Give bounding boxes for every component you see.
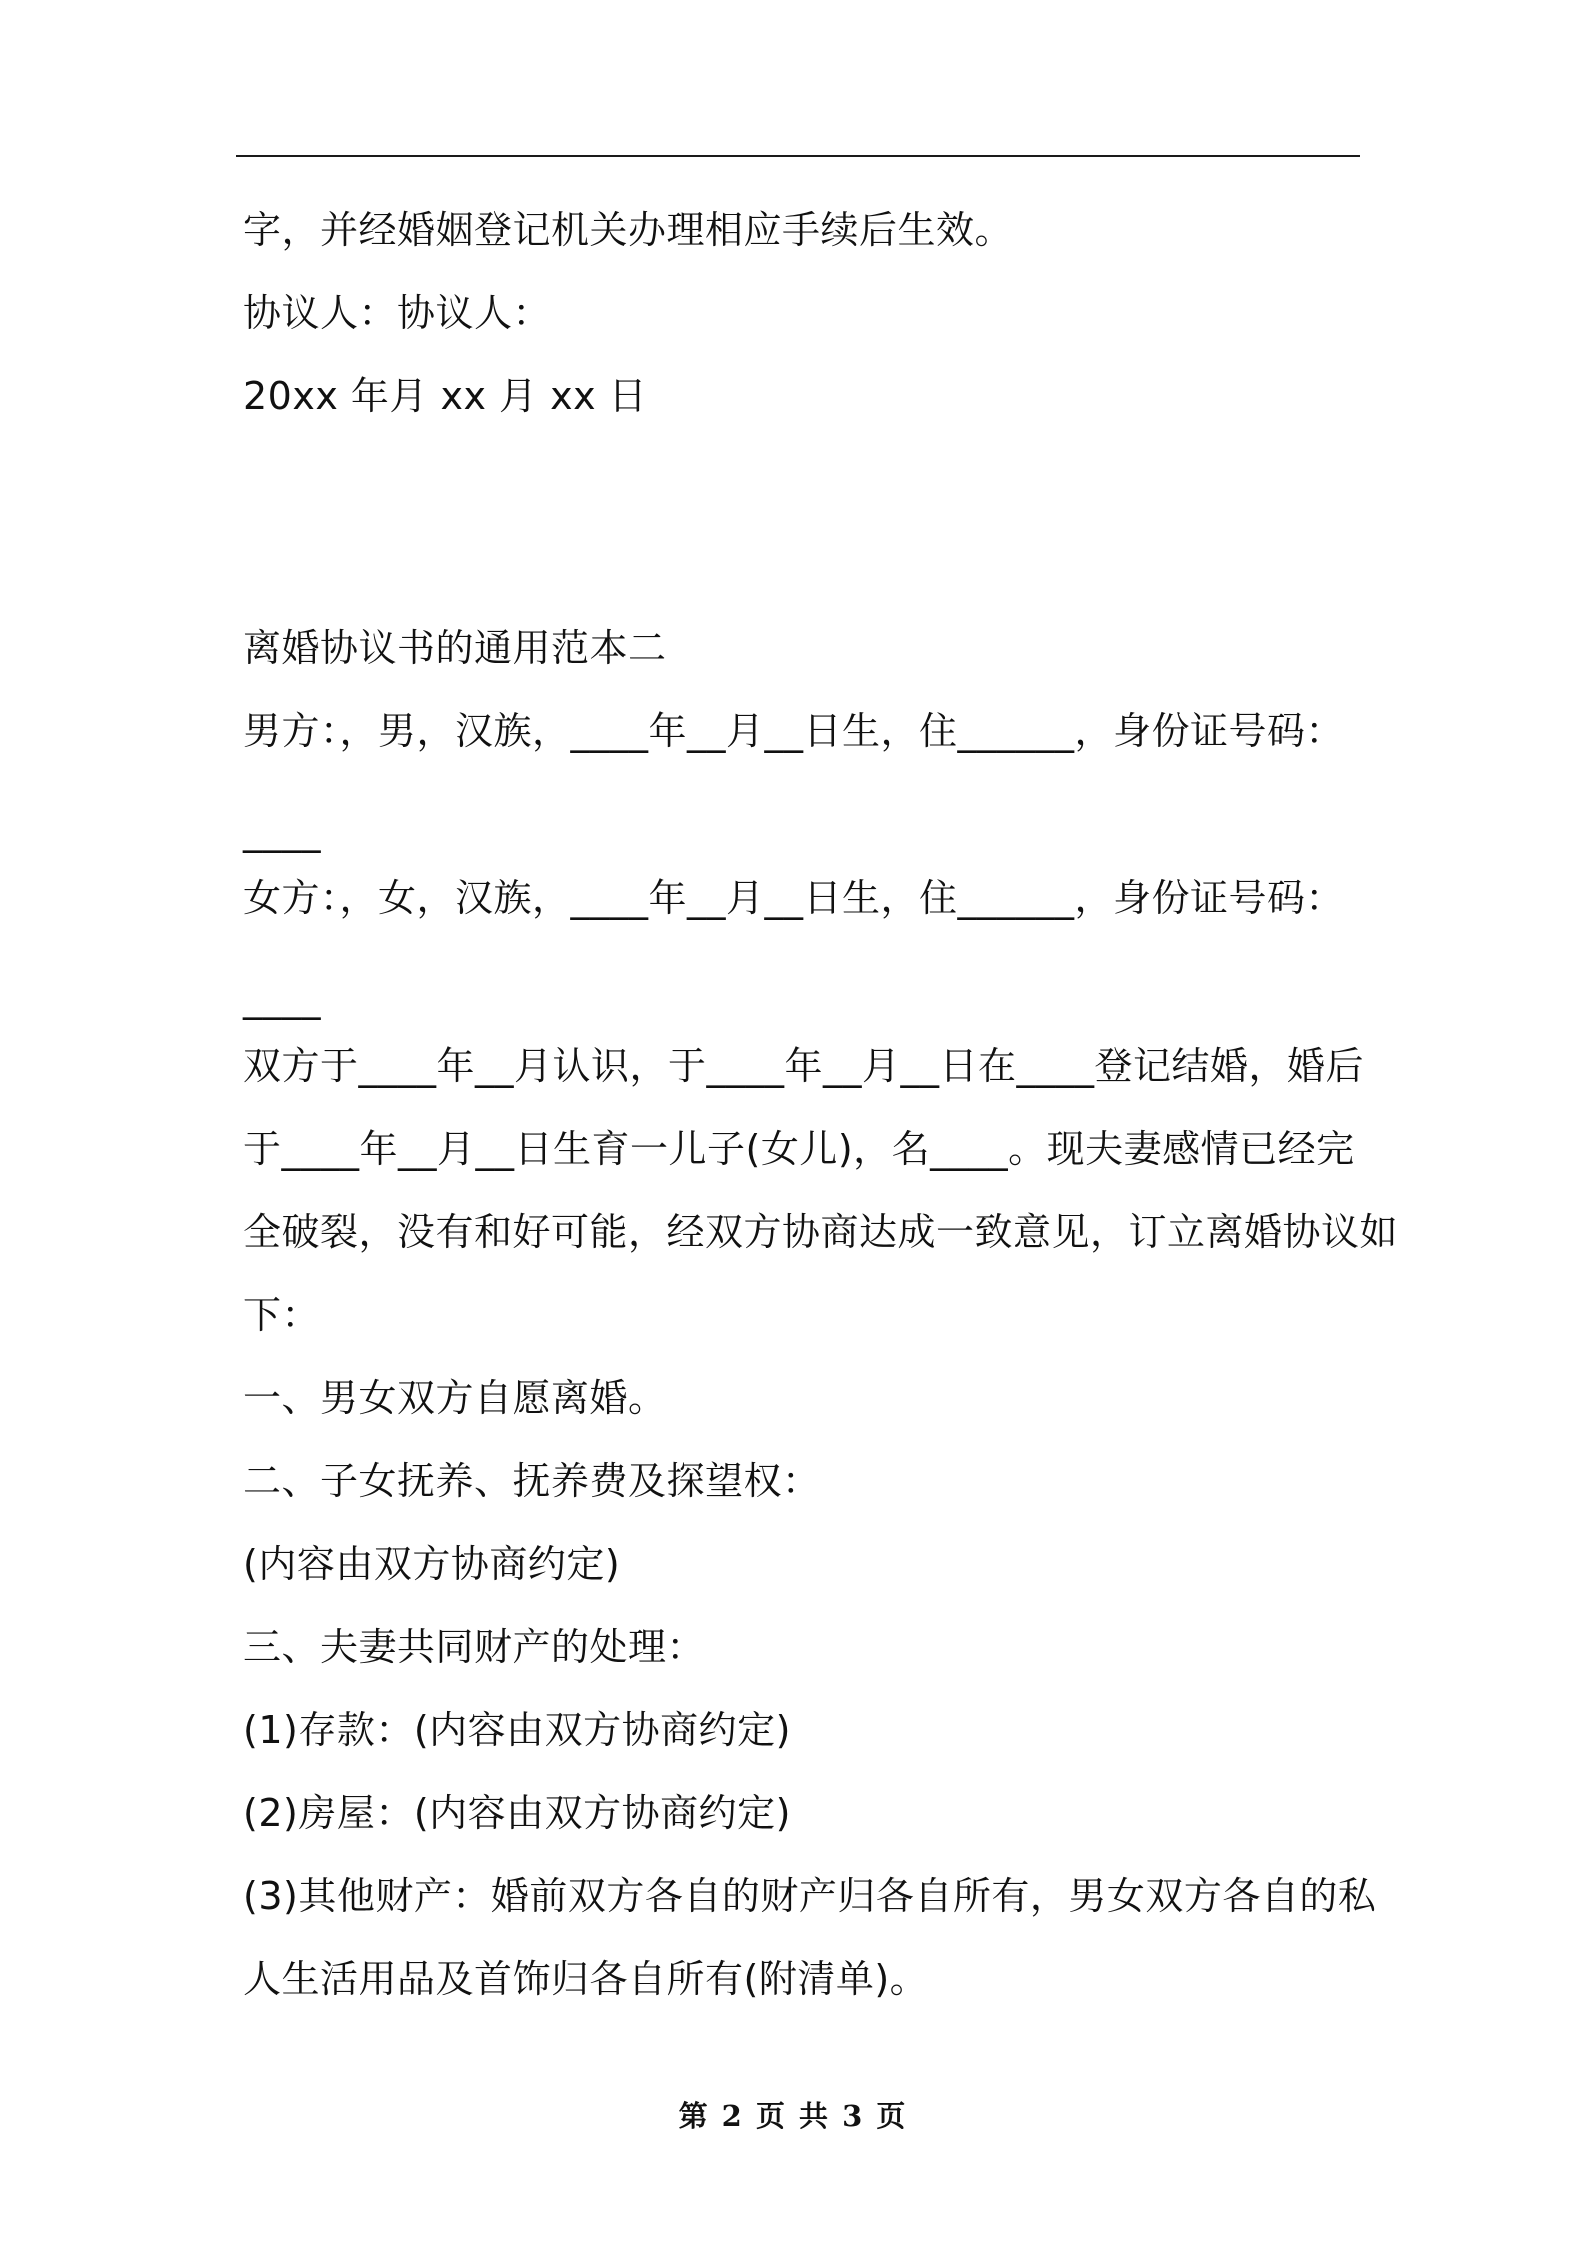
- clause-1: 一、男女双方自愿离婚。: [243, 1376, 667, 1420]
- header-rule: [236, 155, 1360, 157]
- text-line-paragraph-3: 全破裂，没有和好可能，经双方协商达成一致意见，订立离婚协议如: [243, 1210, 1399, 1254]
- clause-3-item-3: (3)其他财产：婚前双方各自的财产归各自所有，男女双方各自的私: [243, 1874, 1377, 1918]
- clause-2: 二、子女抚养、抚养费及探望权：: [243, 1459, 821, 1503]
- clause-2-content: (内容由双方协商约定): [243, 1542, 621, 1586]
- clause-3-item-2: (2)房屋：(内容由双方协商约定): [243, 1791, 791, 1835]
- text-line-paragraph-2: 于____年__月__日生育一儿子(女儿)，名____。现夫妻感情已经完: [243, 1127, 1355, 1171]
- text-line-paragraph-4: 下：: [243, 1293, 321, 1337]
- text-line-3: 20xx 年月 xx 月 xx 日: [243, 374, 648, 418]
- text-line-female: 女方：，女，汉族，____年__月__日生，住______，身份证号码：: [243, 876, 1345, 920]
- text-line-1: 字，并经婚姻登记机关办理相应手续后生效。: [243, 208, 1014, 252]
- clause-3-item-1: (1)存款：(内容由双方协商约定): [243, 1708, 791, 1752]
- text-line-male-id: ____: [243, 809, 321, 853]
- text-line-female-id: ____: [243, 976, 321, 1020]
- text-line-paragraph-1: 双方于____年__月认识，于____年__月__日在____登记结婚，婚后: [243, 1044, 1365, 1088]
- section-title: 离婚协议书的通用范本二: [243, 626, 667, 670]
- text-line-2: 协议人：协议人：: [243, 291, 552, 335]
- page-number-footer: 第 2 页 共 3 页: [678, 2099, 908, 2133]
- clause-3-item-3-cont: 人生活用品及首饰归各自所有(附清单)。: [243, 1957, 929, 2001]
- clause-3: 三、夫妻共同财产的处理：: [243, 1625, 706, 1669]
- text-line-male: 男方：，男，汉族，____年__月__日生，住______，身份证号码：: [243, 709, 1345, 753]
